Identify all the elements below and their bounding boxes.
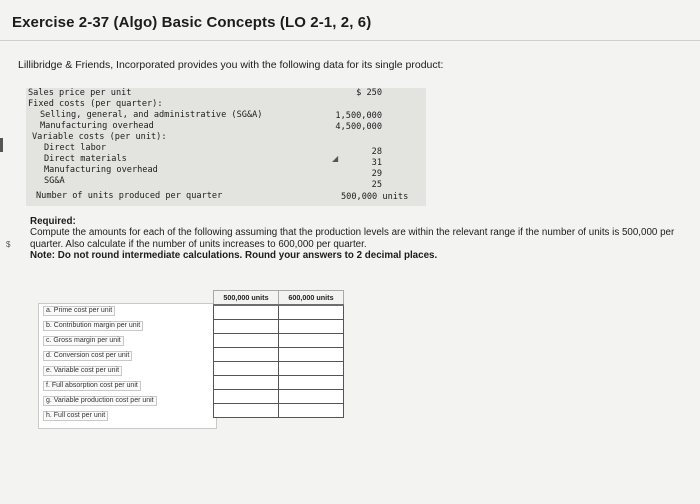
list-item-h: h. Full cost per unit (43, 411, 108, 421)
answer-cell-conversion-500k[interactable] (214, 348, 279, 362)
answer-cell-full-cost-600k[interactable] (279, 404, 344, 418)
answer-cell-prime-500k[interactable] (214, 305, 279, 320)
data-value-sga-fixed: 1,500,000 (335, 111, 382, 121)
answer-cell-variable-600k[interactable] (279, 362, 344, 376)
data-value-mfg-overhead-variable: 29 (371, 169, 382, 179)
answer-cell-full-absorption-500k[interactable] (214, 376, 279, 390)
answer-cell-conversion-600k[interactable] (279, 348, 344, 362)
margin-dollar-icon: $ (6, 240, 11, 249)
data-value-direct-materials: 31 (371, 158, 382, 168)
data-label-units-produced: Number of units produced per quarter (36, 191, 223, 201)
data-label-sga-variable: SG&A (44, 176, 65, 186)
data-value-mfg-overhead-fixed: 4,500,000 (335, 122, 382, 132)
answer-cell-variable-production-500k[interactable] (214, 390, 279, 404)
required-label: Required: (30, 216, 76, 227)
list-item-f: f. Full absorption cost per unit (43, 381, 141, 391)
answer-cell-gross-500k[interactable] (214, 334, 279, 348)
data-value-units-produced: 500,000 units (341, 192, 409, 202)
item-list-panel (38, 303, 217, 429)
data-label-fixed-costs: Fixed costs (per quarter): (28, 99, 163, 109)
data-label-sga-fixed: Selling, general, and administrative (SG&A) (40, 110, 263, 120)
answer-cell-gross-600k[interactable] (279, 334, 344, 348)
answer-cell-contribution-600k[interactable] (279, 320, 344, 334)
list-item-c: c. Gross margin per unit (43, 336, 124, 346)
column-header-600000: 600,000 units (279, 291, 344, 306)
rounding-note: Note: Do not round intermediate calculations. Round your answers to 2 decimal places. (30, 249, 438, 261)
column-header-500000: 500,000 units (214, 291, 279, 306)
answer-cell-full-cost-500k[interactable] (214, 404, 279, 418)
required-text: Compute the amounts for each of the following assuming that the production levels are within the relevant range if the number of units is 500,000 per quarter. Also calculate if the number of units increases to 600,000 per quarter. (30, 227, 675, 250)
data-label-mfg-overhead-fixed: Manufacturing overhead (40, 121, 154, 131)
required-section (30, 216, 690, 261)
intro-text: Lillibridge & Friends, Incorporated provides you with the following data for its single product: (18, 59, 444, 71)
exercise-title: Exercise 2-37 (Algo) Basic Concepts (LO 2-1, 2, 6) (12, 14, 372, 31)
data-value-direct-labor: 28 (371, 147, 382, 157)
answer-cell-full-absorption-600k[interactable] (279, 376, 344, 390)
list-item-e: e. Variable cost per unit (43, 366, 122, 376)
data-label-direct-materials: Direct materials (44, 154, 127, 164)
answer-grid (213, 290, 344, 418)
answer-cell-variable-production-600k[interactable] (279, 390, 344, 404)
data-label-sales-price: Sales price per unit (28, 88, 132, 98)
edge-marker (0, 138, 3, 152)
data-label-variable-costs: Variable costs (per unit): (32, 132, 167, 142)
list-item-a: a. Prime cost per unit (43, 306, 115, 316)
data-label-mfg-overhead-variable: Manufacturing overhead (44, 165, 158, 175)
data-value-sga-variable: 25 (371, 180, 382, 190)
data-value-sales-price: $ 250 (356, 88, 382, 98)
answer-cell-contribution-500k[interactable] (214, 320, 279, 334)
data-label-direct-labor: Direct labor (44, 143, 107, 153)
list-item-d: d. Conversion cost per unit (43, 351, 132, 361)
answer-cell-prime-600k[interactable] (279, 305, 344, 320)
answer-cell-variable-500k[interactable] (214, 362, 279, 376)
list-item-b: b. Contribution margin per unit (43, 321, 143, 331)
list-item-g: g. Variable production cost per unit (43, 396, 157, 406)
margin-tick-icon: ◢ (332, 154, 339, 163)
title-divider (0, 40, 700, 41)
